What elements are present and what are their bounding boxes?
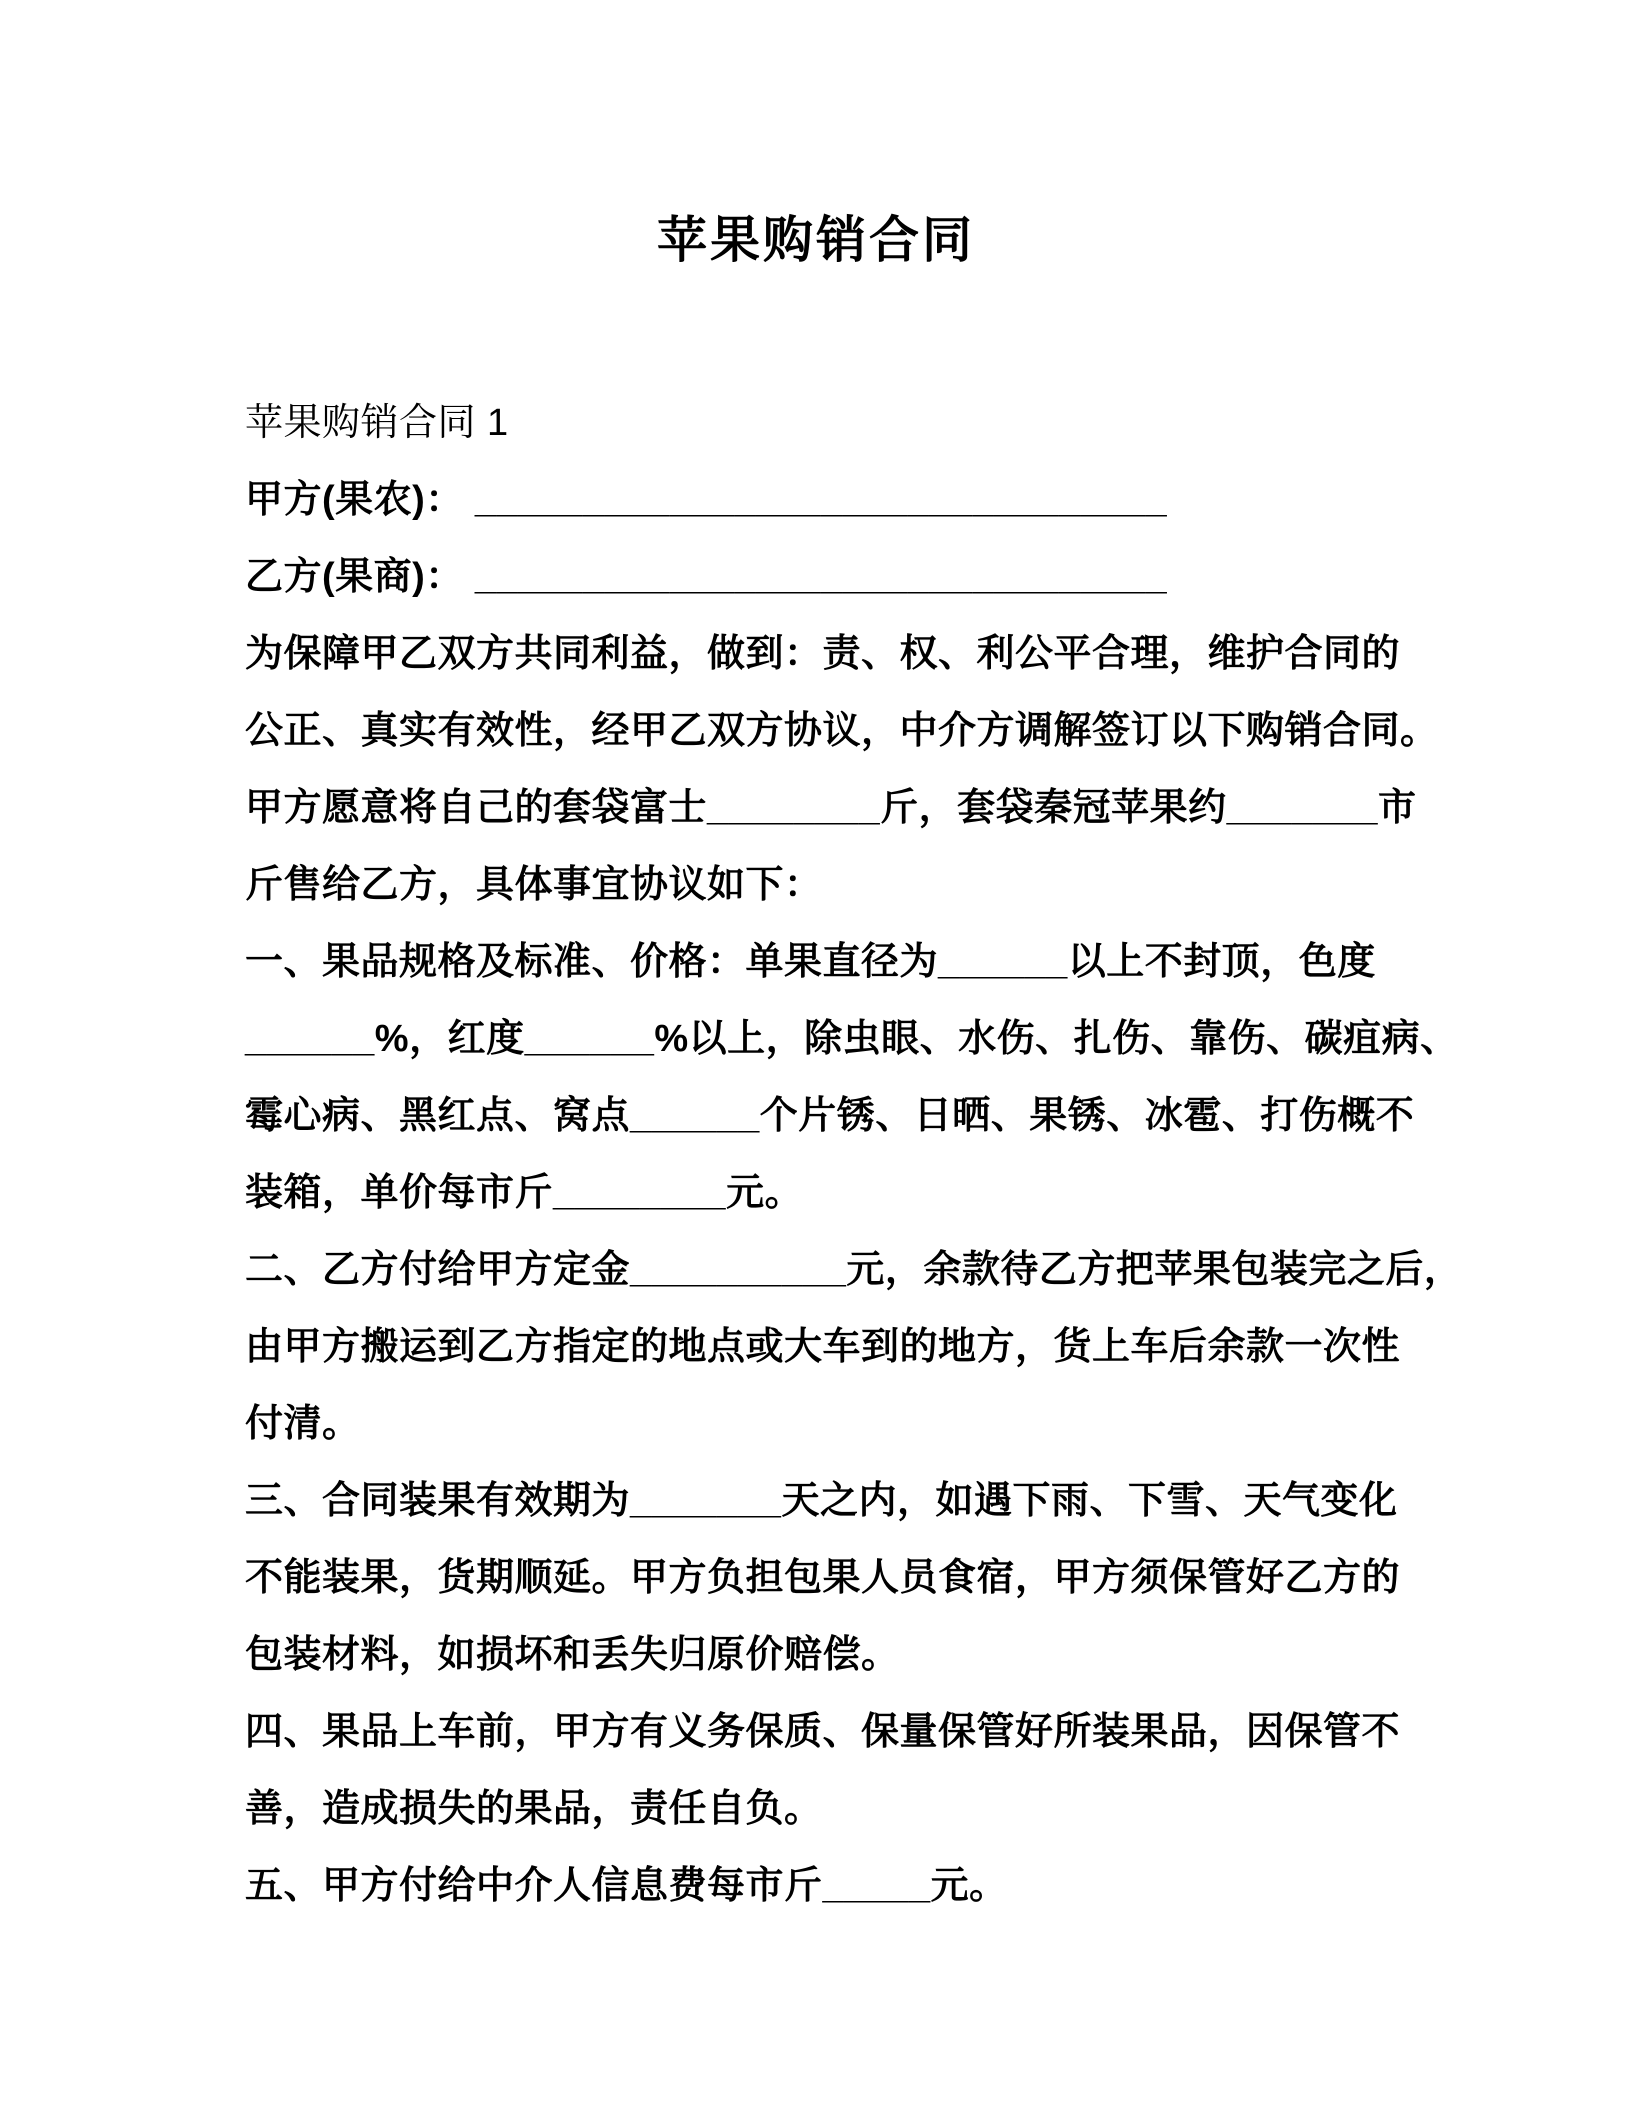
quantity-line-2: 斤售给乙方，具体事宜协议如下：: [245, 864, 823, 906]
contract-subtitle: 苹果购销合同 1: [245, 402, 509, 444]
clause-1-line-4: 装箱，单价每市斤________元。: [245, 1172, 804, 1214]
clause-4-line-2: 善，造成损失的果品，责任自负。: [245, 1788, 823, 1830]
quantity-line-1: 甲方愿意将自己的套袋富士________斤，套袋秦冠苹果约_______市: [245, 787, 1417, 829]
clause-1-line-3: 霉心病、黑红点、窝点______个片锈、日晒、果锈、冰雹、打伤概不: [245, 1095, 1415, 1137]
contract-body: [245, 380, 1463, 1920]
clause-1-line-2: ______%，红度______%以上，除虫眼、水伤、扎伤、靠伤、碳疽病、: [245, 1018, 1459, 1060]
clause-2-line-3: 付清。: [245, 1403, 361, 1445]
clause-5-line: 五、甲方付给中介人信息费每市斤_____元。: [245, 1865, 1008, 1907]
party-a-blank-line: 甲方(果农)： ________________________________: [245, 479, 1168, 521]
clause-3-line-1: 三、合同装果有效期为_______天之内，如遇下雨、下雪、天气变化: [245, 1480, 1398, 1522]
party-b-blank-line: 乙方(果商)： ________________________________: [245, 556, 1168, 598]
clause-2-line-2: 由甲方搬运到乙方指定的地点或大车到的地方，货上车后余款一次性: [245, 1326, 1401, 1368]
document-title: 苹果购销合同: [657, 212, 975, 268]
clause-2-line-1: 二、乙方付给甲方定金__________元，余款待乙方把苹果包装完之后，: [245, 1249, 1463, 1291]
preamble-line-1: 为保障甲乙双方共同利益，做到：责、权、利公平合理，维护合同的: [245, 633, 1401, 675]
clause-1-line-1: 一、果品规格及标准、价格：单果直径为______以上不封顶，色度: [245, 941, 1376, 983]
clause-3-line-2: 不能装果，货期顺延。甲方负担包果人员食宿，甲方须保管好乙方的: [245, 1557, 1401, 1599]
clause-3-line-3: 包装材料，如损坏和丢失归原价赔偿。: [245, 1634, 900, 1676]
clause-4-line-1: 四、果品上车前，甲方有义务保质、保量保管好所装果品，因保管不: [245, 1711, 1401, 1753]
preamble-line-2: 公正、真实有效性，经甲乙双方协议，中介方调解签订以下购销合同。: [245, 710, 1439, 752]
